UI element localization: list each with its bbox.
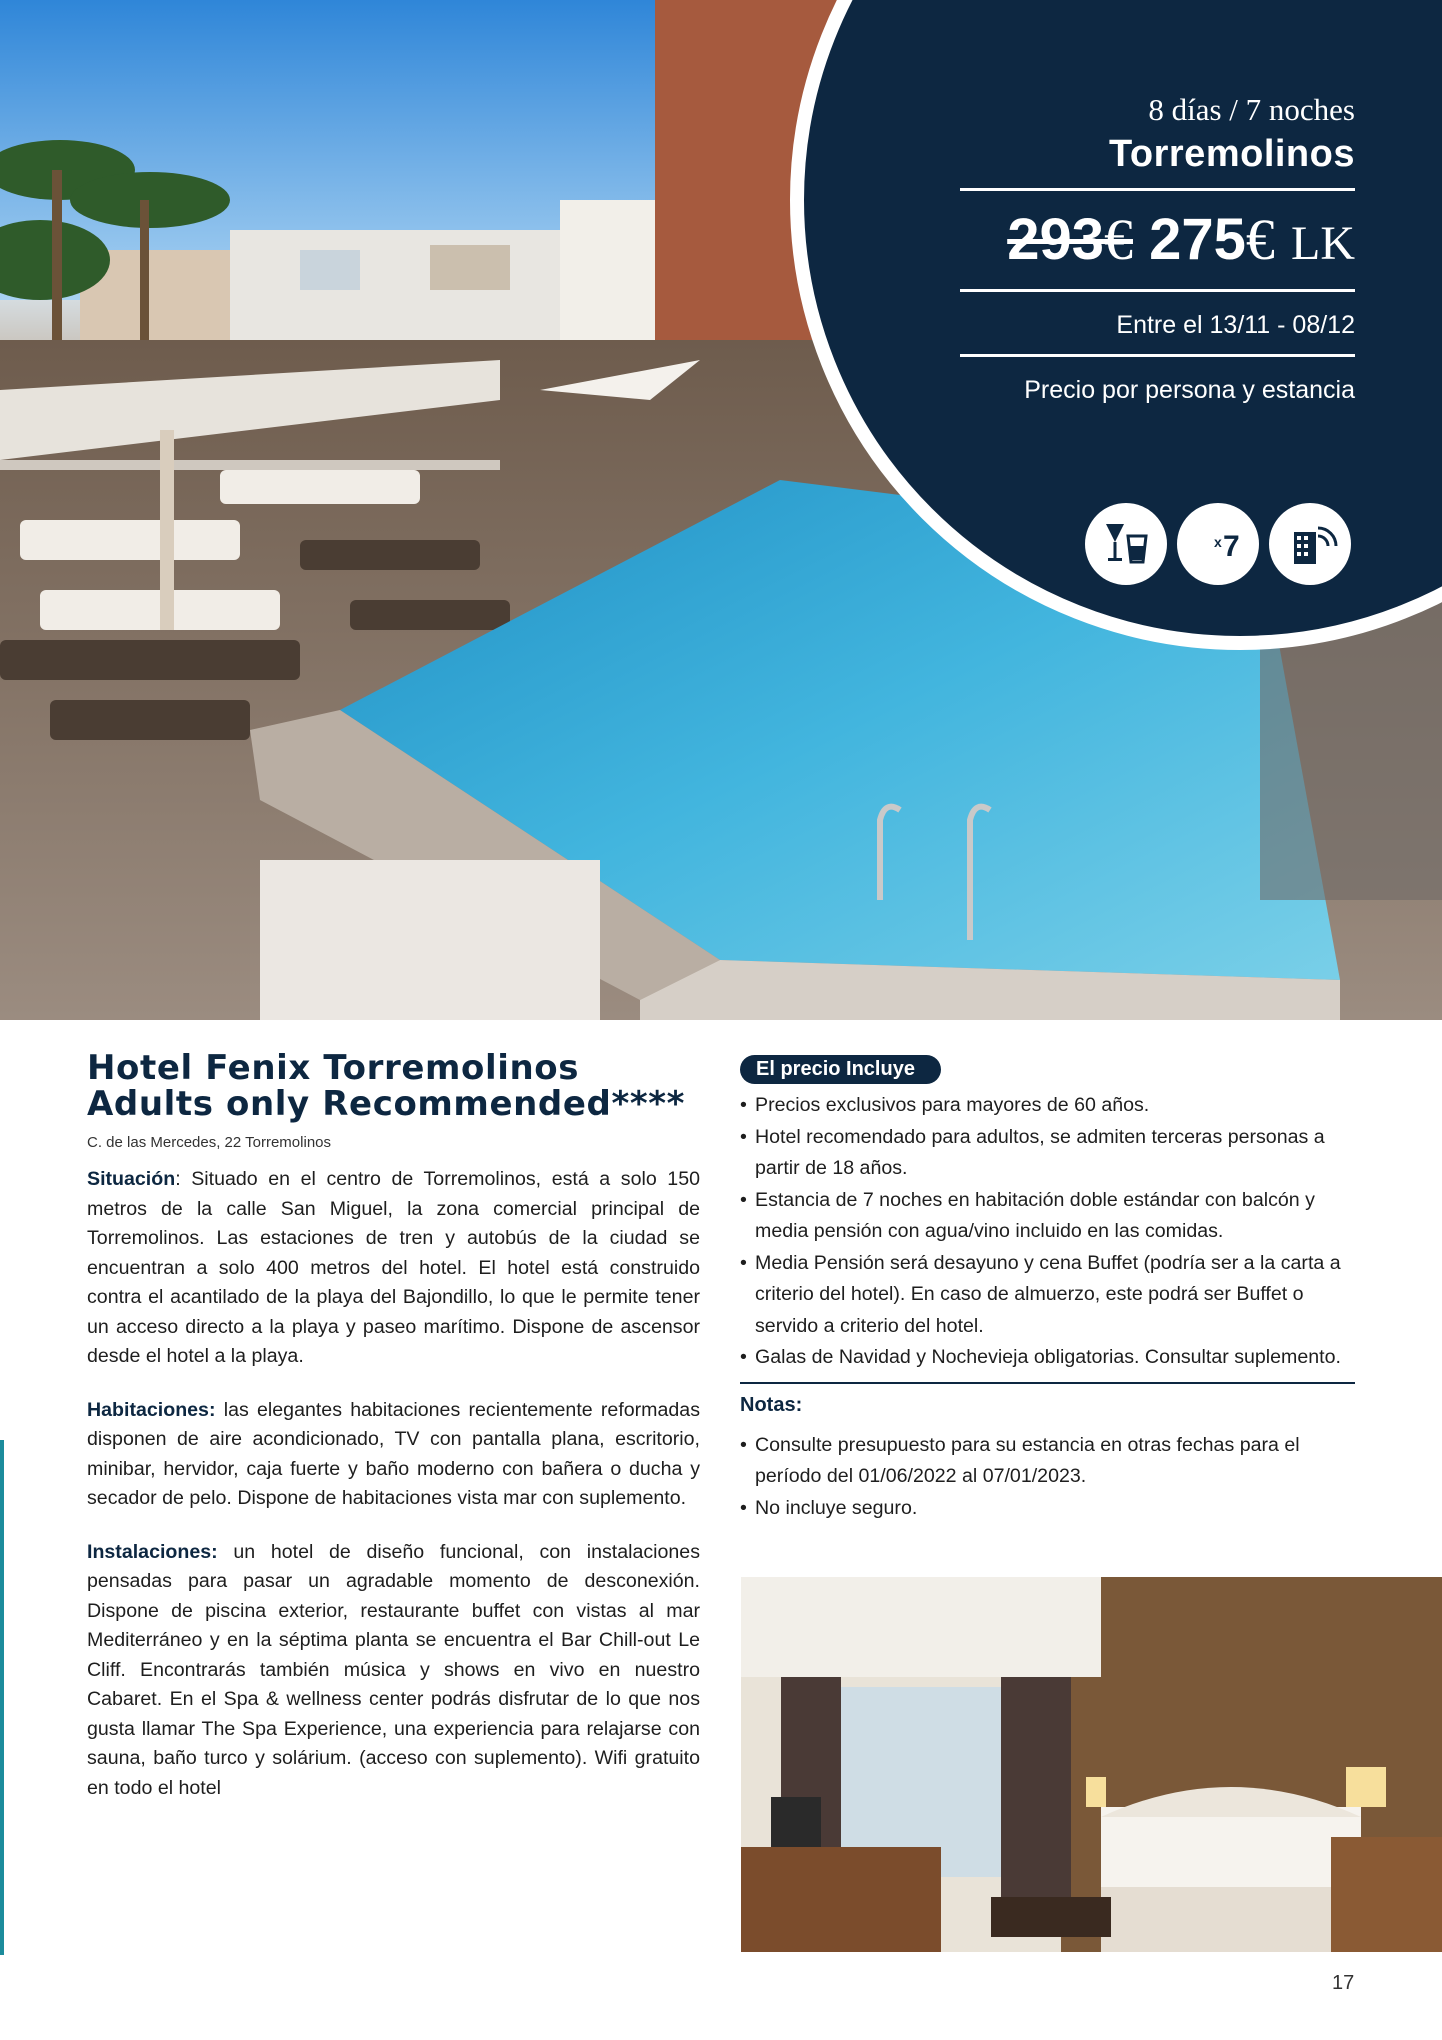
- destination-city: Torremolinos: [1109, 133, 1355, 175]
- trip-duration: 8 días / 7 noches: [1148, 92, 1355, 127]
- list-item: • Media Pensión será desayuno y cena Buffet (podría ser a la carta a criterio del hotel). En caso de almuerzo, este podrá ser Buffet o servido a criterio del hotel.: [740, 1248, 1355, 1343]
- new-price: 275€: [1149, 207, 1275, 272]
- divider: [960, 188, 1355, 191]
- divider: [960, 354, 1355, 357]
- svg-text:7: 7: [1223, 530, 1240, 563]
- offer-dates: Entre el 13/11 - 08/12: [1116, 311, 1355, 339]
- price-suffix: LK: [1291, 217, 1355, 270]
- list-item: • Galas de Navidad y Nochevieja obligatorias. Consultar suplemento.: [740, 1342, 1355, 1374]
- hotel-address: C. de las Mercedes, 22 Torremolinos: [87, 1134, 331, 1151]
- notes-list: [740, 1430, 1355, 1525]
- price-note: Precio por persona y estancia: [1024, 376, 1355, 404]
- list-item: • Precios exclusivos para mayores de 60 años.: [740, 1090, 1355, 1122]
- list-item: • Estancia de 7 noches en habitación doble estándar con balcón y media pensión con agua/vino incluido en las comidas.: [740, 1185, 1355, 1248]
- divider: [740, 1382, 1355, 1384]
- divider: [960, 289, 1355, 292]
- svg-text:x: x: [1214, 534, 1222, 550]
- room-photo: [741, 1577, 1442, 1952]
- notes-title: Notas:: [740, 1393, 803, 1416]
- list-item: • Hotel recomendado para adultos, se admiten terceras personas a partir de 18 años.: [740, 1122, 1355, 1185]
- page-number: 17: [1332, 1972, 1355, 1994]
- list-item: • Consulte presupuesto para su estancia en otras fechas para el período del 01/06/2022 al 07/01/2023.: [740, 1430, 1355, 1493]
- section-habitaciones: Habitaciones: las elegantes habitaciones recientemente reformadas disponen de aire acondicionado, TV con pantalla plana, escritorio, minibar, hervidor, caja fuerte y baño moderno con bañera o ducha y secador de pelo. Dispone de habitaciones vista mar con suplemento.: [87, 1398, 700, 1509]
- section-situacion: Situación: Situado en el centro de Torremolinos, está a solo 150 metros de la calle San Miguel, la zona comercial principal de Torremolinos. Las estaciones de tren y autobús de la ciudad se encuentran a solo 400 metros del hotel. El hotel está construido contra el acantilado de la playa del Bajondillo, lo que le permite tener un acceso directo a la playa y paseo marítimo. Dispone de ascensor desde el hotel a la playa.: [87, 1168, 700, 1367]
- seven-nights-icon: [1177, 503, 1259, 585]
- includes-title: El precio Incluye: [740, 1055, 941, 1084]
- old-price: 293€: [1007, 207, 1133, 272]
- hotel-description: [87, 1050, 700, 1827]
- side-accent-line: [0, 1440, 4, 1955]
- section-instalaciones: Instalaciones: un hotel de diseño funcional, con instalaciones pensadas para pasar un agradable momento de desconexión. Dispone de piscina exterior, restaurante buffet con vistas al mar Mediterráneo y en la séptima planta se encuentra el Bar Chill-out Le Cliff. Encontrarás también música y shows en vivo en nuestro Cabaret. En el Spa & wellness center podrás disfrutar de lo que nos gusta llamar The Spa Experience, una experiencia para relajarse con sauna, baño turco y solárium. (acceso con suplemento). Wifi gratuito en todo el hotel: [87, 1540, 700, 1799]
- price-box: [960, 90, 1355, 409]
- amenity-icons: [1085, 503, 1351, 585]
- price-includes-column: [740, 1055, 1355, 1524]
- includes-list: [740, 1090, 1355, 1374]
- list-item: • No incluye seguro.: [740, 1493, 1355, 1525]
- price-line: [960, 205, 1355, 279]
- hotel-wifi-icon: [1269, 503, 1351, 585]
- hotel-name: Hotel Fenix Torremolinos Adults only Recommended****: [87, 1048, 685, 1124]
- drinks-icon: [1085, 503, 1167, 585]
